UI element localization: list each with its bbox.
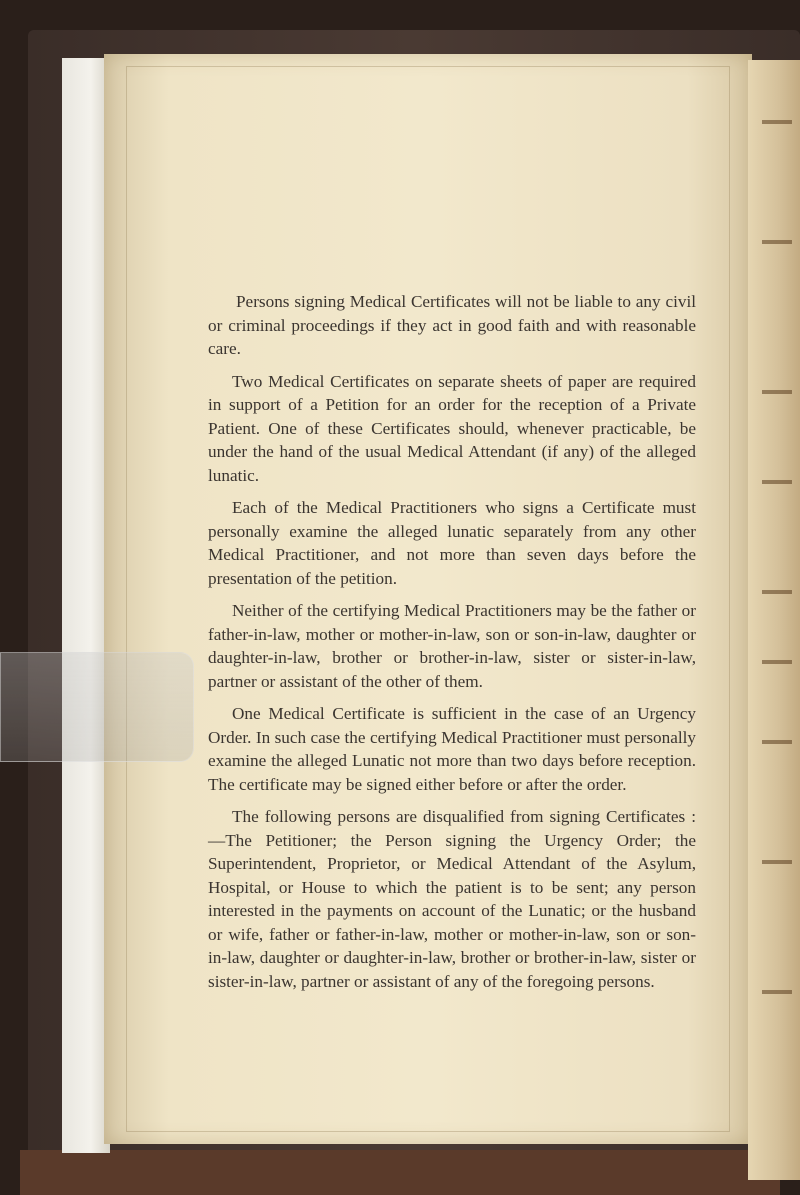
strip-mark — [762, 390, 792, 394]
strip-mark — [762, 660, 792, 664]
paragraph-relations: Neither of the certifying Medical Practitioners may be the father or father-in-law, mother or mother-in-law, son or son-in-law, daughter or daughter-in-law, brother or brother-in-law, sister or sister-in-law, partner or assistant of the other of them. — [208, 601, 696, 691]
cover-bottom-edge — [20, 1150, 780, 1195]
binding-strip — [62, 58, 110, 1153]
paragraph-examination: Each of the Medical Practitioners who signs a Certificate must personally examine the alleged lunatic separately from any other Medical Practitioner, and not more than seven days before the presentation of the petition. — [208, 498, 696, 588]
next-page-edge — [748, 60, 800, 1180]
page-clip — [0, 652, 194, 762]
strip-mark — [762, 240, 792, 244]
strip-mark — [762, 740, 792, 744]
strip-mark — [762, 480, 792, 484]
strip-mark — [762, 120, 792, 124]
strip-mark — [762, 990, 792, 994]
paragraph-liability: Persons signing Medical Certificates will not be liable to any civil or criminal proceedings if they act in good faith and with reasonable care. — [208, 292, 696, 358]
document-body — [208, 290, 696, 1002]
strip-mark — [762, 590, 792, 594]
paragraph-two-certificates: Two Medical Certificates on separate sheets of paper are required in support of a Petition for an order for the reception of a Private Patient. One of these Certificates should, whenever practicable, be under the hand of the usual Medical Attendant (if any) of the alleged lunatic. — [208, 371, 696, 485]
paragraph-disqualified: The following persons are disqualified from signing Certificates :—The Petitioner; the Person signing the Urgency Order; the Superintendent, Proprietor, or Medical Attendant of the Asylum, Hospital, or House to which the patient is to be sent; any person interested in the payments on account of the Lunatic; or the husband or wife, father or father-in-law, mother or mother-in-law, son or son-in-law, daughter or daughter-in-law, brother or brother-in-law, sister or sister-in-law, partner or assistant of any of the foregoing persons. — [208, 807, 696, 991]
strip-mark — [762, 860, 792, 864]
paragraph-urgency-order: One Medical Certificate is sufficient in the case of an Urgency Order. In such case the certifying Medical Practitioner must personally examine the alleged Lunatic not more than two days before reception. The certificate may be signed either before or after the order. — [208, 704, 696, 794]
